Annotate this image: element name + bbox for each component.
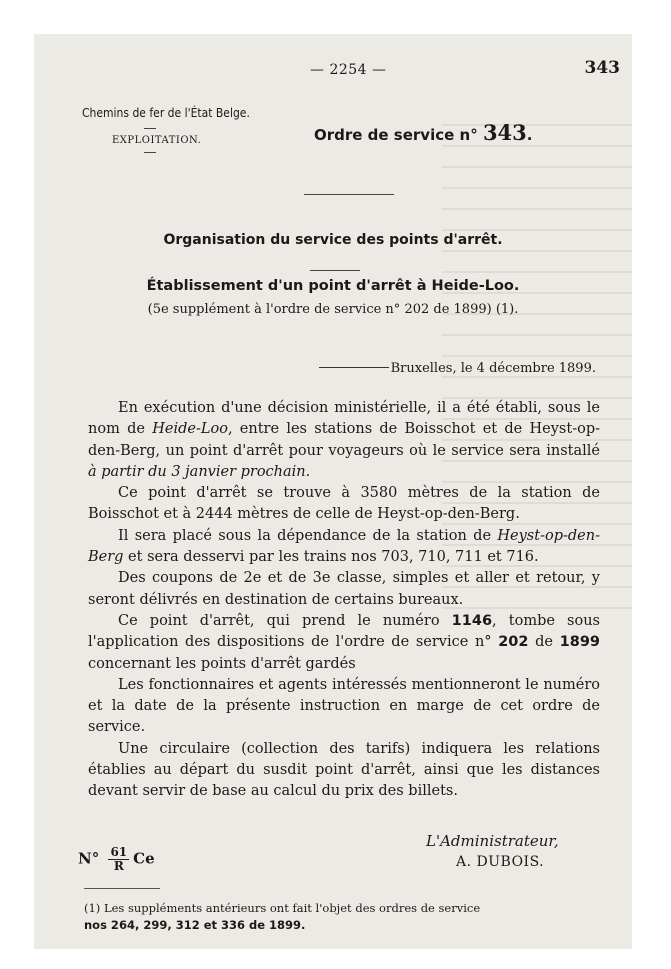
leader-line (319, 367, 389, 368)
signature-title: L'Administrateur, (426, 832, 559, 850)
text-run: , entre les stations de Boisschot et de Heyst-op-den-Berg, un point d'arrêt pour voyageurs où le service sera installé (88, 421, 601, 459)
main-title: Organisation du service des points d'arrêt. (163, 232, 503, 248)
page-number-right: 343 (584, 58, 620, 78)
title-rule (304, 194, 394, 195)
reference-number (78, 846, 155, 873)
fraction-numerator: 61 (110, 845, 128, 859)
footnote (84, 900, 594, 934)
supplement-note: (5e supplément à l'ordre de service n° 202 de 1899) (1). (147, 302, 519, 317)
footnote-rule (84, 888, 160, 889)
footnote-numbers: nos 264, 299, 312 et 336 de 1899. (84, 918, 306, 932)
paragraph: Ce point d'arrêt se trouve à 3580 mètres de la station de Boisschot et à 2444 mètres de celle de Heyst-op-den-Berg. (88, 485, 600, 523)
divider (144, 128, 156, 129)
reference-suffix: Ce (133, 849, 155, 868)
paragraph: Une circulaire (collection des tarifs) indiquera les relations établies au départ du susdit point d'arrêt, ainsi que les distances devant servir de base au calcul du prix des billets. (88, 740, 600, 800)
start-date: à partir du 3 janvier prochain (88, 463, 306, 480)
organization-name: Chemins de fer de l'État Belge. (82, 106, 250, 120)
order-label: Ordre de service n° (314, 126, 478, 144)
title-rule (310, 270, 360, 271)
department-name: EXPLOITATION. (112, 135, 202, 146)
order-ref-year: 1899 (559, 634, 600, 651)
order-ref-number: 202 (498, 634, 529, 651)
signature-name: A. DUBOIS. (456, 854, 545, 870)
place-name: Heide-Loo (152, 421, 228, 438)
dateline (319, 361, 596, 376)
order-number: 343 (482, 120, 527, 145)
reference-fraction (108, 846, 129, 873)
order-title (314, 120, 532, 145)
station-name: Heyst-op-den-Berg (88, 527, 600, 566)
paragraph: Des coupons de 2e et de 3e classe, simples et aller et retour, y seront délivrés en destination de certains bureaux. (88, 570, 600, 608)
subtitle: Établissement d'un point d'arrêt à Heide-Loo. (146, 278, 520, 294)
paragraph (88, 611, 600, 675)
dateline-text: Bruxelles, le 4 décembre 1899. (390, 361, 596, 376)
text-run: Ce point d'arrêt, qui prend le numéro (118, 612, 452, 629)
fraction-denominator: R (113, 859, 124, 873)
text-run: . (305, 463, 311, 480)
paragraph (88, 526, 600, 569)
page-number: — 2254 — (310, 62, 387, 78)
stop-number: 1146 (451, 612, 493, 629)
body-text (88, 398, 600, 803)
order-suffix: . (526, 126, 533, 144)
paragraph (88, 398, 600, 483)
footnote-text: (1) Les suppléments antérieurs ont fait l'objet des ordres de service (84, 901, 481, 915)
document-page (34, 34, 632, 949)
text-run: En exécution d'une décision ministérielle, il a été établi, sous le nom de (88, 400, 600, 438)
text-run: et sera desservi par les trains nos 703, 710, 711 et 716. (123, 549, 539, 566)
text-run: Il sera placé sous la dépendance de la station de (118, 527, 498, 544)
paragraph: Les fonctionnaires et agents intéressés mentionneront le numéro et la date de la présente instruction en marge de cet ordre de service. (88, 676, 600, 736)
divider (144, 152, 156, 153)
text-run: de (528, 634, 560, 651)
text-run: , tombe sous l'application des dispositions de l'ordre de service n° (88, 612, 600, 651)
reference-prefix: N° (78, 849, 100, 868)
text-run: concernant les points d'arrêt gardés (88, 655, 356, 672)
